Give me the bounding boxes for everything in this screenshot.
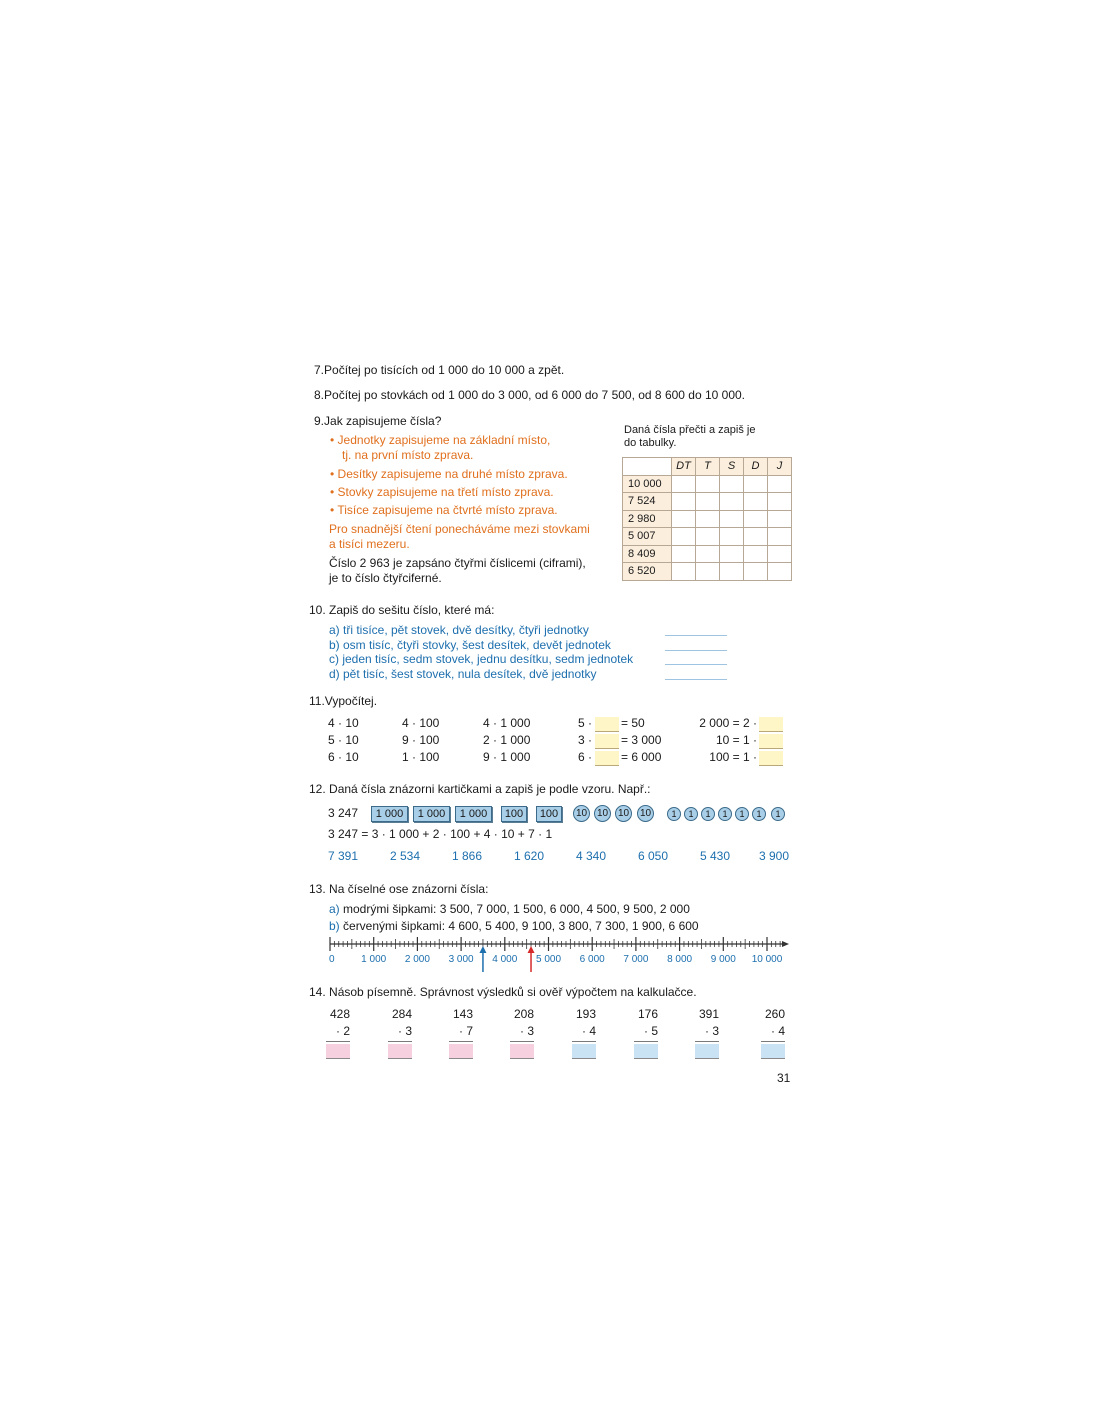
expression: = 3 000	[621, 733, 662, 747]
table-number: 8 409	[623, 545, 672, 563]
multiplier: · 7	[458, 1024, 473, 1038]
hundred-card: 100	[536, 806, 562, 822]
item-text: červenými šipkami: 4 600, 5 400, 9 100, 3 800, 7 300, 1 900, 6 600	[343, 919, 699, 933]
table-header-cell: J	[768, 458, 792, 476]
separator-line	[695, 1041, 719, 1042]
result-box[interactable]	[326, 1044, 350, 1059]
expression: 3 ·	[578, 733, 593, 747]
table-cell	[744, 545, 768, 563]
table-cell	[720, 510, 744, 528]
exercise-text: Počítej po tisících od 1 000 do 10 000 a zpět.	[324, 363, 565, 377]
axis-label: 8 000	[667, 954, 693, 965]
red-arrow-head	[528, 946, 535, 953]
instruction-b	[329, 919, 699, 933]
separator-line	[449, 1041, 473, 1042]
exercise-number: 12.	[309, 782, 326, 796]
multiplier: · 3	[704, 1024, 719, 1038]
table-cell	[744, 528, 768, 546]
axis-label: 0	[329, 954, 335, 965]
hundred-card: 100	[501, 806, 527, 822]
multiplier: · 3	[519, 1024, 534, 1038]
bullet-item: • Desítky zapisujeme na druhé místo zprava.	[330, 467, 568, 481]
item-text: modrými šipkami: 3 500, 7 000, 1 500, 6 000, 4 500, 9 500, 2 000	[343, 902, 690, 916]
example-equation: 3 247 = 3 · 1 000 + 2 · 100 + 4 · 10 + 7 · 1	[328, 827, 553, 841]
number-item: 5 430	[700, 849, 731, 863]
one-coin: 1	[684, 807, 698, 821]
multiplicand: 260	[764, 1007, 785, 1021]
exercise-number: 7.	[314, 363, 325, 377]
table-cell	[720, 563, 744, 581]
bullet-item-continued: tj. na první místo zprava.	[342, 448, 474, 462]
table-number: 7 524	[623, 493, 672, 511]
answer-line[interactable]	[665, 650, 727, 651]
expression: 4 · 10	[328, 716, 359, 730]
table-number: 6 520	[623, 563, 672, 581]
table-cell	[768, 528, 792, 546]
table-corner	[623, 458, 672, 476]
table-cell	[696, 528, 720, 546]
exercise-7	[314, 363, 564, 377]
table-row	[623, 493, 792, 511]
separator-line	[388, 1041, 412, 1042]
exercise-number: 13.	[309, 882, 326, 896]
table-cell	[720, 475, 744, 493]
answer-box[interactable]	[595, 717, 619, 732]
result-box[interactable]	[388, 1044, 412, 1059]
exercise-text: Jak zapisujeme čísla?	[324, 414, 442, 428]
axis-label: 3 000	[448, 954, 474, 965]
number-item: 7 391	[328, 849, 359, 863]
axis-label: 6 000	[579, 954, 605, 965]
multiplicand: 143	[452, 1007, 473, 1021]
exercise-8	[314, 388, 745, 402]
answer-line[interactable]	[665, 679, 727, 680]
axis-label: 5 000	[535, 954, 562, 965]
table-cell	[744, 475, 768, 493]
table-cell	[696, 510, 720, 528]
separator-line	[634, 1041, 658, 1042]
table-cell	[744, 510, 768, 528]
item-label: a)	[329, 902, 340, 916]
instruction-a	[329, 902, 690, 916]
thousand-card: 1 000	[371, 806, 408, 822]
table-row	[623, 528, 792, 546]
one-coin: 1	[752, 807, 766, 821]
exercise-text: Zapiš do sešitu číslo, které má:	[329, 603, 495, 617]
table-cell	[744, 493, 768, 511]
list-item: c) jeden tisíc, sedm stovek, jednu desítku, sedm jednotek	[329, 652, 634, 666]
one-coin: 1	[735, 807, 749, 821]
multiplicand: 193	[575, 1007, 596, 1021]
one-coin: 1	[718, 807, 732, 821]
page-number: 31	[777, 1071, 791, 1085]
bullet-item: • Jednotky zapisujeme na základní místo,	[330, 433, 551, 447]
table-cell	[696, 493, 720, 511]
expression: = 6 000	[621, 750, 662, 764]
table-cell	[768, 545, 792, 563]
table-cell	[720, 528, 744, 546]
thousand-card: 1 000	[455, 806, 492, 822]
number-line	[320, 934, 800, 974]
one-coin: 1	[667, 807, 681, 821]
axis-label: 9 000	[710, 954, 736, 965]
blue-arrow-head	[479, 946, 486, 953]
result-box[interactable]	[572, 1044, 596, 1059]
exercise-number: 9.	[314, 414, 325, 428]
exercise-12-title	[309, 782, 651, 796]
thousand-card: 1 000	[413, 806, 450, 822]
table-number: 5 007	[623, 528, 672, 546]
table-cell	[768, 563, 792, 581]
multiplicand: 284	[391, 1007, 412, 1021]
expression: 2 000 = 2 ·	[699, 716, 757, 730]
note-text: a tisíci mezeru.	[329, 537, 410, 551]
exercise-14-title	[309, 985, 697, 999]
result-box[interactable]	[761, 1044, 785, 1059]
table-cell	[720, 493, 744, 511]
exercise-9-title	[314, 414, 441, 428]
exercise-text: Počítej po stovkách od 1 000 do 3 000, od 6 000 do 7 500, od 8 600 do 10 000.	[324, 388, 746, 402]
answer-box[interactable]	[759, 734, 783, 749]
answer-box[interactable]	[595, 734, 619, 749]
table-number: 2 980	[623, 510, 672, 528]
expression: 10 = 1 ·	[715, 733, 757, 747]
list-item: b) osm tisíc, čtyři stovky, šest desítek, devět jednotek	[329, 638, 611, 652]
note-text: je to číslo čtyřciferné.	[329, 571, 442, 585]
number-item: 4 340	[576, 849, 607, 863]
multiplier: · 2	[335, 1024, 350, 1038]
separator-line	[572, 1041, 596, 1042]
expression: 2 · 1 000	[483, 733, 531, 747]
item-label: b)	[329, 919, 340, 933]
multiplier: · 4	[581, 1024, 596, 1038]
table-instruction: Daná čísla přečti a zapiš je	[624, 424, 756, 436]
result-box[interactable]	[510, 1044, 534, 1059]
exercise-number: 14.	[309, 985, 326, 999]
multiplier: · 4	[770, 1024, 785, 1038]
axis-label: 10 000	[751, 954, 783, 965]
table-row	[623, 510, 792, 528]
ten-coin: 10	[637, 805, 654, 822]
multiplicand: 391	[698, 1007, 719, 1021]
table-cell	[768, 510, 792, 528]
exercise-number: 8.	[314, 388, 325, 402]
expression: = 50	[621, 716, 645, 730]
expression: 5 ·	[578, 716, 593, 730]
expression: 9 · 1 000	[483, 750, 531, 764]
table-cell	[672, 545, 696, 563]
axis-arrowhead	[782, 941, 789, 947]
answer-line[interactable]	[665, 664, 727, 665]
result-box[interactable]	[695, 1044, 719, 1059]
table-instruction: do tabulky.	[624, 437, 677, 449]
table-row	[623, 545, 792, 563]
axis-label: 2 000	[404, 954, 430, 965]
table-cell	[672, 528, 696, 546]
exercise-text: Násob písemně. Správnost výsledků si ověř výpočtem na kalkulačce.	[329, 985, 697, 999]
expression: 9 · 100	[402, 733, 440, 747]
expression: 6 · 10	[328, 750, 359, 764]
ten-coin: 10	[615, 805, 632, 822]
ten-coin: 10	[573, 805, 590, 822]
table-cell	[696, 475, 720, 493]
exercise-text: Vypočítej.	[324, 694, 378, 708]
result-box[interactable]	[449, 1044, 473, 1059]
table-cell	[744, 563, 768, 581]
ten-coin: 10	[594, 805, 611, 822]
answer-box[interactable]	[595, 751, 619, 766]
bullet-item: • Stovky zapisujeme na třetí místo zprava.	[330, 485, 554, 499]
expression: 5 · 10	[328, 733, 359, 747]
number-item: 1 620	[514, 849, 545, 863]
number-item: 3 900	[759, 849, 790, 863]
answer-line[interactable]	[665, 635, 727, 636]
table-cell	[672, 510, 696, 528]
expression: 1 · 100	[402, 750, 440, 764]
expression: 4 · 1 000	[483, 716, 531, 730]
exercise-10-title	[309, 603, 494, 617]
axis-label: 7 000	[623, 954, 649, 965]
table-header-cell: D	[744, 458, 768, 476]
expression: 6 ·	[578, 750, 593, 764]
separator-line	[326, 1041, 350, 1042]
answer-box[interactable]	[759, 717, 783, 732]
place-value-table	[622, 457, 792, 581]
separator-line	[761, 1041, 785, 1042]
multiplicand: 208	[513, 1007, 534, 1021]
exercise-number: 11.	[309, 694, 325, 708]
table-row	[623, 475, 792, 493]
expression: 100 = 1 ·	[709, 750, 757, 764]
multiplier: · 3	[397, 1024, 412, 1038]
answer-box[interactable]	[759, 751, 783, 766]
example-number: 3 247	[328, 806, 359, 820]
table-cell	[696, 563, 720, 581]
exercise-number: 10.	[309, 603, 326, 617]
number-item: 2 534	[390, 849, 421, 863]
table-cell	[672, 475, 696, 493]
table-header-cell: DT	[672, 458, 696, 476]
exercise-text: Daná čísla znázorni kartičkami a zapiš je podle vzoru. Např.:	[329, 782, 651, 796]
table-cell	[720, 545, 744, 563]
exercise-text: Na číselné ose znázorni čísla:	[329, 882, 489, 896]
exercise-13-title	[309, 882, 488, 896]
separator-line	[510, 1041, 534, 1042]
table-header-cell: T	[696, 458, 720, 476]
multiplicand: 176	[637, 1007, 658, 1021]
table-cell	[696, 545, 720, 563]
axis-label: 4 000	[492, 954, 518, 965]
number-item: 6 050	[638, 849, 669, 863]
table-row	[623, 563, 792, 581]
table-number: 10 000	[623, 475, 672, 493]
axis-label: 1 000	[361, 954, 387, 965]
multiplier: · 5	[643, 1024, 658, 1038]
list-item: a) tři tisíce, pět stovek, dvě desítky, čtyři jednotky	[329, 623, 589, 637]
table-cell	[672, 493, 696, 511]
result-box[interactable]	[634, 1044, 658, 1059]
table-header-cell: S	[720, 458, 744, 476]
table-cell	[672, 563, 696, 581]
exercise-11-title	[309, 694, 377, 708]
bullet-item: • Tisíce zapisujeme na čtvrté místo zprava.	[330, 503, 558, 517]
one-coin: 1	[771, 807, 785, 821]
list-item: d) pět tisíc, šest stovek, nula desítek, dvě jednotky	[329, 667, 597, 681]
table-cell	[768, 475, 792, 493]
note-text: Pro snadnější čtení ponecháváme mezi stovkami	[329, 522, 590, 536]
multiplicand: 428	[329, 1007, 350, 1021]
number-item: 1 866	[452, 849, 483, 863]
table-header-row	[623, 458, 792, 476]
note-text: Číslo 2 963 je zapsáno čtyřmi číslicemi (ciframi),	[329, 556, 586, 570]
expression: 4 · 100	[402, 716, 440, 730]
table-cell	[768, 493, 792, 511]
one-coin: 1	[701, 807, 715, 821]
